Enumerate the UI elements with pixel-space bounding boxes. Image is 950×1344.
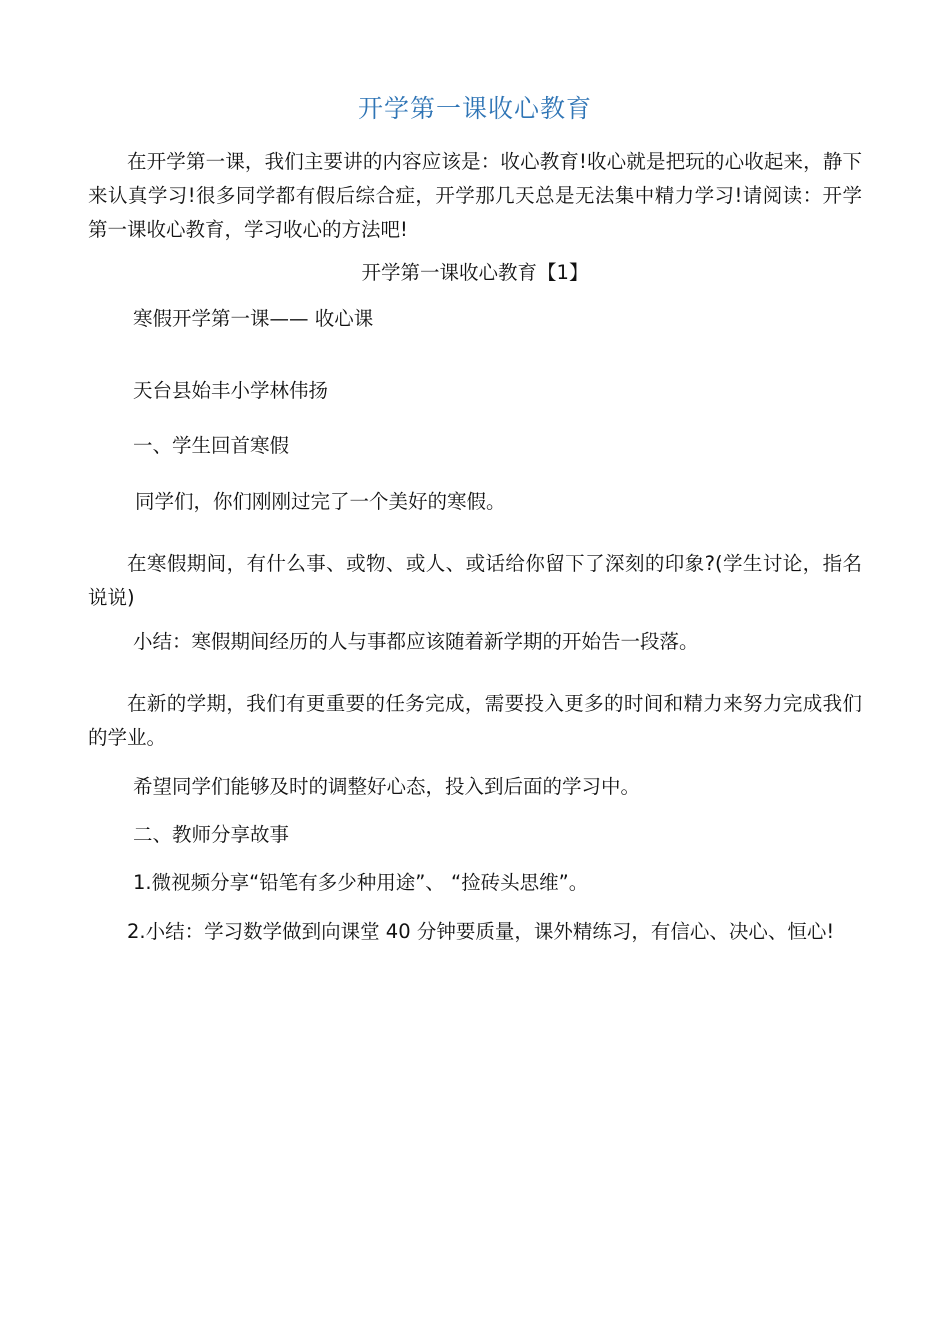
- intro-paragraph: 在开学第一课，我们主要讲的内容应该是：收心教育!收心就是把玩的心收起来，静下来认真学习!很多同学都有假后综合症，开学那几天总是无法集中精力学习!请阅读：开学第一课收心教育，学习收心的方法吧!: [88, 150, 862, 241]
- lesson-title: 寒假开学第一课—— 收心课: [133, 307, 374, 330]
- author-line: 天台县始丰小学林伟扬: [133, 379, 329, 402]
- paragraph-2: 在寒假期间，有什么事、或物、或人、或话给你留下了深刻的印象?(学生讨论，指名说说): [88, 552, 862, 609]
- list-item-2: 2.小结：学习数学做到向课堂 40 分钟要质量，课外精练习，有信心、决心、恒心!: [127, 920, 835, 943]
- paragraph-1: 同学们，你们刚刚过完了一个美好的寒假。: [135, 490, 506, 513]
- paragraph-4: 在新的学期，我们有更重要的任务完成，需要投入更多的时间和精力来努力完成我们的学业。: [88, 692, 862, 749]
- list-item-1: 1.微视频分享“铅笔有多少种用途”、 “捡砖头思维”。: [133, 871, 589, 894]
- paragraph-3: 小结：寒假期间经历的人与事都应该随着新学期的开始告一段落。: [133, 630, 699, 653]
- part1-heading: 一、学生回首寒假: [133, 434, 290, 457]
- section-heading: 开学第一课收心教育【1】: [361, 261, 589, 284]
- paragraph-5: 希望同学们能够及时的调整好心态，投入到后面的学习中。: [133, 775, 641, 798]
- part2-heading: 二、教师分享故事: [133, 823, 290, 846]
- document-title: 开学第一课收心教育: [357, 94, 592, 123]
